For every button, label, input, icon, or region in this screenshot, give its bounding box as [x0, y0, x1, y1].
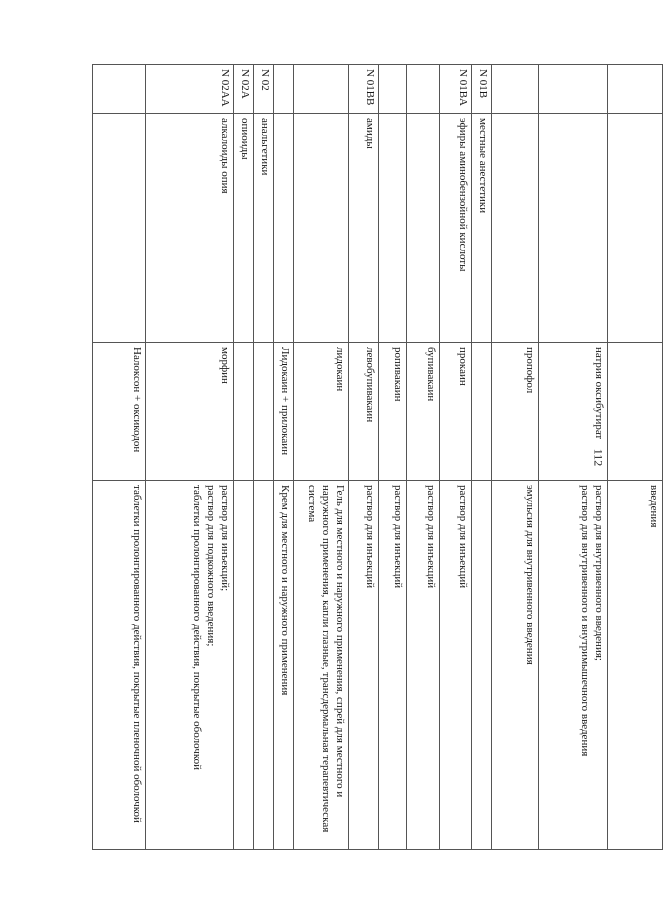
- dosage-form-cell: введения: [608, 481, 663, 850]
- group-name-cell: [294, 114, 349, 343]
- dosage-form-cell: эмульсия для внутривенного введения: [492, 481, 539, 850]
- group-name-cell: амиды: [349, 114, 379, 343]
- table-row: [472, 65, 492, 850]
- dosage-form-cell: таблетки пролонгированного действия, покрытые пленочной оболочкой: [93, 481, 146, 850]
- group-name-cell: [608, 114, 663, 343]
- drug-name-cell: [608, 343, 663, 481]
- group-name-cell: [407, 114, 440, 343]
- dosage-form-cell: Крем для местного и наружного применения: [274, 481, 294, 850]
- dosage-form-cell: раствор для инъекций: [440, 481, 472, 850]
- dosage-form-cell: раствор для инъекций: [407, 481, 440, 850]
- group-name-cell: [379, 114, 407, 343]
- atc-code-cell: N 02AA: [146, 65, 234, 114]
- atc-code-cell: [379, 65, 407, 114]
- table-row: [146, 65, 234, 850]
- drug-name-cell: [472, 343, 492, 481]
- dosage-form-cell: раствор для инъекций: [349, 481, 379, 850]
- dosage-form-cell: [472, 481, 492, 850]
- atc-code-cell: [492, 65, 539, 114]
- atc-code-cell: N 01BB: [349, 65, 379, 114]
- drug-name-cell: морфин: [146, 343, 234, 481]
- dosage-form-cell: раствор для инъекций: [379, 481, 407, 850]
- atc-code-cell: N 01B: [472, 65, 492, 114]
- table-row: [349, 65, 379, 850]
- table-row: [407, 65, 440, 850]
- table-row: [379, 65, 407, 850]
- atc-code-cell: [93, 65, 146, 114]
- atc-code-cell: [608, 65, 663, 114]
- rotated-page-content: [93, 64, 663, 849]
- table-row: [440, 65, 472, 850]
- group-name-cell: [93, 114, 146, 343]
- drug-name-cell: лидокаин: [294, 343, 349, 481]
- dosage-form-cell: раствор для внутривенного введения; раствор для внутривенного и внутримышечного введения: [539, 481, 608, 850]
- atc-code-cell: N 02A: [234, 65, 254, 114]
- table-row: [234, 65, 254, 850]
- page-number: 112: [591, 448, 606, 467]
- group-name-cell: местные анестетики: [472, 114, 492, 343]
- drug-name-cell: Налоксон + оксикодон: [93, 343, 146, 481]
- atc-code-cell: [539, 65, 608, 114]
- drug-name-cell: прокаин: [440, 343, 472, 481]
- group-name-cell: алкалоиды опия: [146, 114, 234, 343]
- group-name-cell: [492, 114, 539, 343]
- group-name-cell: [274, 114, 294, 343]
- atc-code-cell: [294, 65, 349, 114]
- drug-name-cell: бупивакаин: [407, 343, 440, 481]
- group-name-cell: анальгетики: [254, 114, 274, 343]
- atc-code-cell: N 01BA: [440, 65, 472, 114]
- dosage-form-cell: раствор для инъекций; раствор для подкожного введения; таблетки пролонгированного действия, покрытые оболочкой: [146, 481, 234, 850]
- table-row: [254, 65, 274, 850]
- atc-code-cell: N 02: [254, 65, 274, 114]
- group-name-cell: [539, 114, 608, 343]
- drug-name-cell: левобупивакаин: [349, 343, 379, 481]
- drug-name-cell: [234, 343, 254, 481]
- table-row: [608, 65, 663, 850]
- drug-name-cell: [254, 343, 274, 481]
- drug-name-cell: пропофол: [492, 343, 539, 481]
- group-name-cell: эфиры аминобензойной кислоты: [440, 114, 472, 343]
- table-row: [274, 65, 294, 850]
- atc-code-cell: [274, 65, 294, 114]
- atc-code-cell: [407, 65, 440, 114]
- dosage-form-cell: [254, 481, 274, 850]
- drug-name-cell: натрия оксибутират: [539, 343, 608, 481]
- group-name-cell: опиоиды: [234, 114, 254, 343]
- drug-name-cell: ропивакаин: [379, 343, 407, 481]
- table-row: [294, 65, 349, 850]
- drug-name-cell: Лидокаин + прилокаин: [274, 343, 294, 481]
- dosage-form-cell: Гель для местного и наружного применения, спрей для местного и наружного применения, капли глазные, трансдермальная терапевтическая система: [294, 481, 349, 850]
- table-row: [492, 65, 539, 850]
- dosage-form-cell: [234, 481, 254, 850]
- table-row: [93, 65, 146, 850]
- drug-classification-table: [92, 64, 663, 850]
- table-row: [539, 65, 608, 850]
